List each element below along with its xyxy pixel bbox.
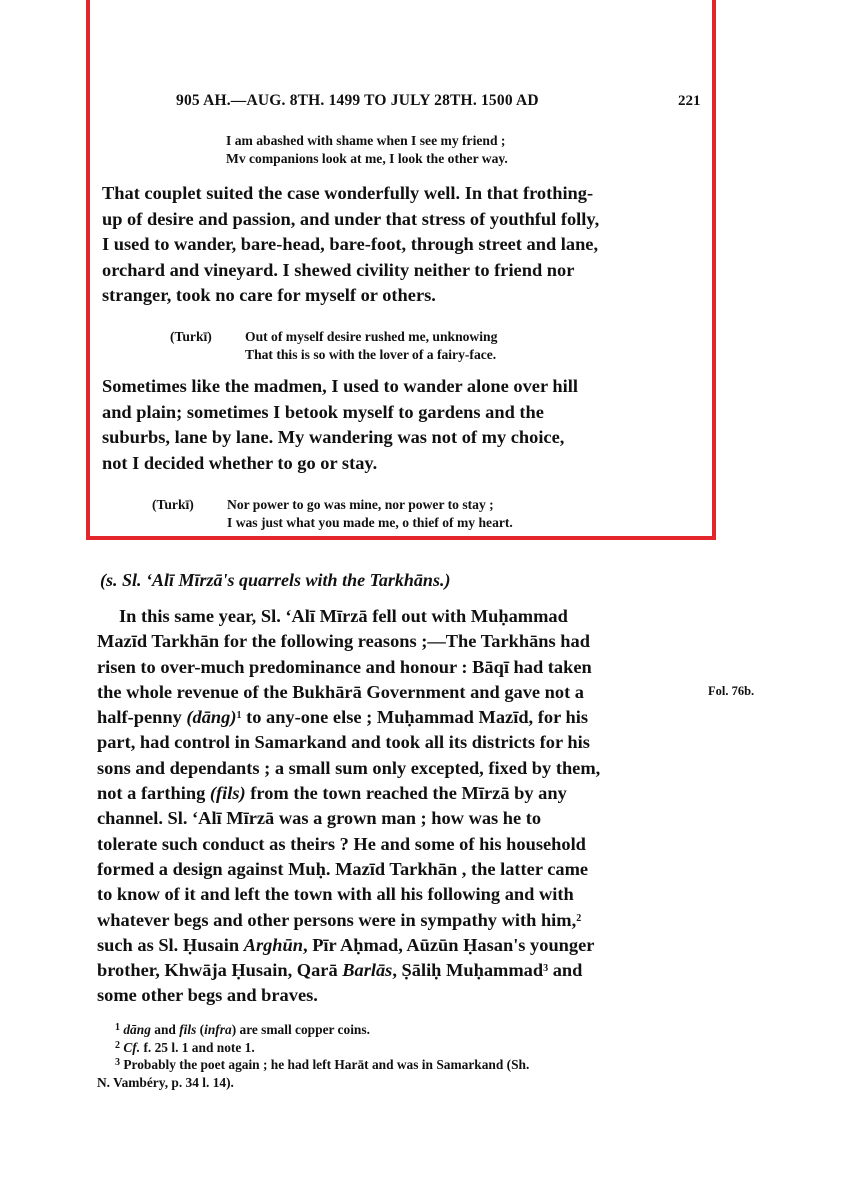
italic-term: Cf. — [123, 1039, 141, 1055]
italic-term: fils — [179, 1022, 197, 1037]
text-run: from the town reached the Mīrzā by any — [245, 783, 567, 804]
italic-term: (dāng) — [186, 707, 237, 728]
paragraph-line: not I decided whether to go or stay. — [102, 452, 378, 473]
text-run: f. 25 l. 1 and note 1. — [140, 1039, 255, 1055]
paragraph-line: Sometimes like the madmen, I used to wander alone over hill — [102, 376, 578, 396]
footnote-ref[interactable]: 2 — [576, 912, 582, 924]
verse-line: I am abashed with shame when I see my friend ; — [226, 133, 506, 148]
text-run: brother, Khwāja Ḥusain, Qarā — [97, 960, 343, 981]
italic-term: Barlās — [342, 960, 393, 981]
text-run: and — [548, 960, 583, 981]
text-run: , Pīr Aḥmad, Aūzūn Ḥasan's younger — [303, 934, 595, 955]
folio-margin-note: Fol. 76b. — [708, 684, 755, 698]
italic-term: infra — [204, 1022, 232, 1037]
text-run: , Ṣāliḥ Muḥammad — [392, 960, 544, 981]
text-run: such as Sl. Ḥusain — [97, 934, 244, 955]
body-line: to know of it and left the town with all his following and with — [97, 884, 574, 905]
paragraph-line: and plain; sometimes I betook myself to gardens and the — [102, 401, 544, 422]
paragraph-line: I used to wander, bare-head, bare-foot, through street and lane, — [102, 234, 599, 254]
text-run: to any-one else ; Muḥammad Mazīd, for his — [241, 707, 588, 728]
verse-line: That this is so with the lover of a fairy-face. — [245, 347, 497, 362]
paragraph-line: stranger, took no care for myself or others. — [102, 285, 436, 305]
paragraph-line: That couplet suited the case wonderfully well. In that frothing- — [102, 183, 594, 203]
footnote-1 — [97, 1021, 529, 1039]
verse-couplet-1 — [226, 132, 508, 168]
footnotes — [97, 1021, 529, 1091]
footnote-ref[interactable]: 1 — [236, 710, 242, 722]
text-run: not a farthing — [97, 783, 210, 804]
footnote-3 — [97, 1056, 529, 1074]
body-line: part, had control in Samarkand and took all its districts for his — [97, 732, 590, 753]
text-run: Probably the poet again ; he had left Harāt and was in Samarkand (Sh. — [123, 1057, 530, 1072]
body-line: tolerate such conduct as theirs ? He and some of his household — [97, 833, 586, 854]
body-line: the whole revenue of the Bukhārā Government and gave not a — [97, 681, 585, 702]
verse-line: Out of myself desire rushed me, unknowing — [245, 329, 498, 344]
verse-couplet-2 — [245, 328, 497, 364]
body-line — [97, 908, 600, 933]
text-run: whatever begs and other persons were in sympathy with him, — [97, 909, 577, 930]
verse-couplet-3 — [227, 496, 513, 532]
footnote-number: 2 — [115, 1039, 120, 1051]
body-line: formed a design against Muḥ. Mazīd Tarkhān , the latter came — [97, 858, 589, 879]
body-line: risen to over-much predominance and honour : Bāqī had taken — [97, 656, 592, 677]
paragraph-2 — [102, 374, 578, 476]
verse-tag-turki: (Turkī) — [170, 329, 212, 344]
paragraph-line: orchard and vineyard. I shewed civility neither to friend nor — [102, 259, 575, 280]
body-line: sons and dependants ; a small sum only excepted, fixed by them, — [97, 757, 601, 778]
paragraph-line: suburbs, lane by lane. My wandering was not of my choice, — [102, 427, 565, 447]
body-line: Mazīd Tarkhān for the following reasons ;—The Tarkhāns had — [97, 631, 590, 652]
verse-tag-turki: (Turkī) — [152, 497, 194, 512]
body-line — [97, 933, 600, 958]
footnote-number: 1 — [115, 1022, 120, 1033]
running-head: 905 AH.—AUG. 8TH. 1499 TO JULY 28TH. 1500 AD — [176, 92, 539, 109]
body-line: In this same year, Sl. ‘Alī Mīrzā fell out with Muḥammad — [119, 606, 568, 626]
italic-term: Arghūn — [243, 934, 303, 955]
verse-line: Mv companions look at me, I look the other way. — [226, 151, 508, 166]
body-line — [97, 781, 600, 806]
footnote-3-continued: N. Vambéry, p. 34 l. 14). — [97, 1074, 234, 1090]
body-paragraph — [97, 604, 600, 1009]
footnote-2 — [97, 1039, 529, 1057]
text-run: and — [150, 1022, 180, 1037]
text-run: half-penny — [97, 707, 187, 728]
verse-line: I was just what you made me, o thief of my heart. — [227, 515, 513, 530]
paragraph-1 — [102, 181, 599, 309]
body-line — [97, 958, 600, 983]
verse-line: Nor power to go was mine, nor power to stay ; — [227, 497, 494, 512]
body-line: channel. Sl. ‘Alī Mīrzā was a grown man ; how was he to — [97, 808, 542, 829]
italic-term: dāng — [123, 1022, 151, 1037]
footnote-ref[interactable]: 3 — [543, 963, 549, 975]
text-run: ) are small copper coins. — [231, 1022, 370, 1037]
text-run: ( — [196, 1022, 205, 1037]
paragraph-line: up of desire and passion, and under that stress of youthful folly, — [102, 208, 600, 229]
body-line — [97, 705, 600, 730]
footnote-number: 3 — [115, 1057, 120, 1068]
page-number: 221 — [678, 93, 701, 109]
italic-term: (fils) — [209, 783, 246, 804]
body-line: some other begs and braves. — [97, 985, 318, 1006]
section-heading: (s. Sl. ‘Alī Mīrzā's quarrels with the Tarkhāns.) — [100, 570, 451, 590]
